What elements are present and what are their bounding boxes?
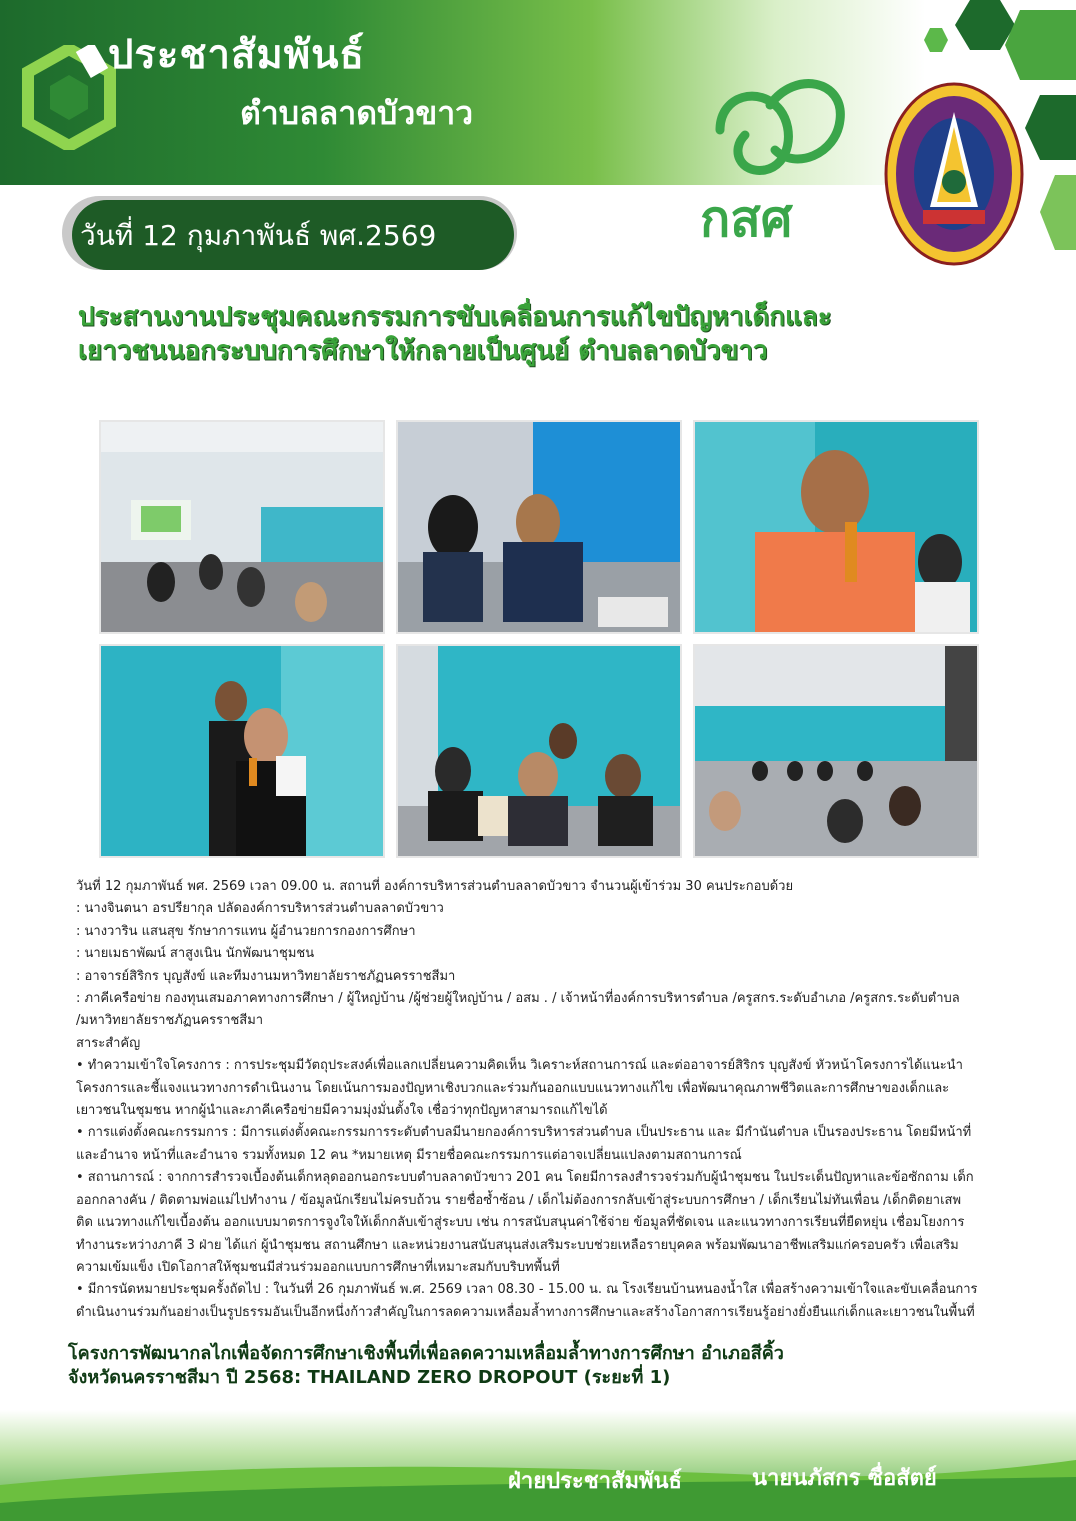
body-line: และอำนาจ หน้าที่และอำนาจ รวมทั้งหมด 12 คน *หมายเหตุ มีรายชื่อคณะกรรมการแต่อาจเปลี่ยนแปลงตามสถานการณ์ (76, 1147, 742, 1163)
body-line: • มีการนัดหมายประชุมครั้งถัดไป : ในวันที่ 26 กุมภาพันธ์ พ.ศ. 2569 เวลา 08.30 - 15.00 น. ณ โรงเรียนบ้านหนองน้ำใส เพื่อสร้างความเข้าใจและขับเคลื่อนการ (76, 1282, 978, 1298)
headline-line-2: เยาวชนนอกระบบการศึกษาให้กลายเป็นศูนย์ ตำบลลาดบัวขาว (78, 336, 768, 366)
body-line: โครงการและชี้แจงแนวทางการดำเนินงาน โดยเน้นการมองปัญหาเชิงบวกและร่วมกันออกแบบแนวทางแก้ไข เพื่อพัฒนาคุณภาพชีวิตและการศึกษาของเด็กและ (76, 1080, 950, 1096)
ksk-logo-text: กสศ (700, 190, 793, 248)
body-line: • การแต่งตั้งคณะกรรมการ : มีการแต่งตั้งคณะกรรมการระดับตำบลมีนายกองค์การบริหารส่วนตำบล เป็นประธาน และ มีกำนันตำบล เป็นรองประธาน โดยมีหน้าที่ (76, 1125, 972, 1141)
body-line: : นางจินตนา อรปรียากุล ปลัดองค์การบริหารส่วนตำบลลาดบัวขาว (76, 901, 444, 917)
article-body (76, 876, 1036, 1324)
body-line: ออกกลางคัน / ติดตามพ่อแม่ไปทำงาน / ข้อมูลนักเรียนไม่ครบถ้วน รายชื่อซ้ำซ้อน / เด็กไม่ต้องการกลับเข้าสู่ระบบการศึกษา / เด็กเรียนไม่ทันเพื่อน /เด็กติดยาเสพ (76, 1192, 962, 1208)
footer-department: ฝ่ายประชาสัมพันธ์ (508, 1469, 682, 1494)
project-title-line-1: โครงการพัฒนากลไกเพื่อจัดการศึกษาเชิงพื้นที่เพื่อลดความเหลื่อมล้ำทางการศึกษา อำเภอสีคิ้ว (68, 1343, 784, 1364)
headline-line-1: ประสานงานประชุมคณะกรรมการขับเคลื่อนการแก้ไขปัญหาเด็กและ (78, 302, 832, 332)
photo-woman-presenting (99, 644, 385, 858)
university-seal-icon (883, 82, 1025, 267)
page-subtitle: ตำบลลาดบัวขาว (240, 94, 474, 132)
body-line: : นางวาริน แสนสุข รักษาการแทน ผู้อำนวยการกองการศึกษา (76, 923, 416, 939)
body-section-heading: สาระสำคัญ (76, 1035, 141, 1051)
photo-meeting-room-wide (693, 644, 979, 858)
photo-officials-speaking (396, 420, 682, 634)
footer-author: นายนภัสกร ซื่อสัตย์ (752, 1466, 937, 1491)
date-text: วันที่ 12 กุมภาพันธ์ พศ.2569 (80, 219, 437, 252)
photo-committee-table (396, 644, 682, 858)
body-line: • สถานการณ์ : จากการสำรวจเบื้องต้นเด็กหลุดออกนอกระบบตำบลลาดบัวขาว 201 คน โดยมีการลงสำรวจร่วมกับผู้นำชุมชน ในประเด็นปัญหาและข้อซักถาม เด็ก (76, 1170, 974, 1186)
body-line: ทำงานระหว่างภาคี 3 ฝ่าย ได้แก่ ผู้นำชุมชน สถานศึกษา และหน่วยงานสนับสนุนส่งเสริมระบบช่วยเหลือรายบุคคล พร้อมพัฒนาอาชีพเสริมแก่ครอบครัว เพื่อเสริม (76, 1237, 959, 1253)
body-line: ติด แนวทางแก้ไขเบื้องต้น ออกแบบมาตรการจูงใจให้เด็กกลับเข้าสู่ระบบ เช่น การสนับสนุนค่าใช้จ่าย ข้อมูลที่ชัดเจน และแนวทางการเรียนที่ยืดหยุ่น เชื่อมโยงการ (76, 1215, 965, 1231)
body-line: เยาวชนในชุมชน หากผู้นำและภาคีเครือข่ายมีความมุ่งมั่นตั้งใจ เชื่อว่าทุกปัญหาสามารถแก้ไขได้ (76, 1103, 608, 1119)
project-title (68, 1342, 1028, 1390)
project-title-line-2: จังหวัดนครราชสีมา ปี 2568: THAILAND ZERO DROPOUT (ระยะที่ 1) (68, 1367, 671, 1388)
body-line: : อาจารย์สิริกร บุญสังข์ และทีมงานมหาวิทยาลัยราชภัฏนครราชสีมา (76, 968, 456, 984)
body-line: ดำเนินงานร่วมกันอย่างเป็นรูปธรรมอันเป็นอีกหนึ่งก้าวสำคัญในการลดความเหลื่อมล้ำทางการศึกษาและสร้างโอกาสการเรียนรู้อย่างยั่งยืนแก่เด็กและเยาวชนในพื้นที่ (76, 1304, 975, 1320)
body-line: : นายเมธาพัฒน์ สาสูงเนิน นักพัฒนาชุมชน (76, 946, 315, 962)
page-title: ประชาสัมพันธ์ (108, 32, 365, 78)
body-line: /มหาวิทยาลัยราชภัฏนครราชสีมา (76, 1013, 264, 1029)
body-line: : ภาคีเครือข่าย กองทุนเสมอภาคทางการศึกษา / ผู้ใหญ่บ้าน /ผู้ช่วยผู้ใหญ่บ้าน / อสม . / เจ้าหน้าที่องค์การบริหารตำบล /ครูสกร.ระดับอำเภอ /ครูสกร.ระดับตำบล (76, 991, 960, 1007)
body-line: • ทำความเข้าใจโครงการ : การประชุมมีวัตถุประสงค์เพื่อแลกเปลี่ยนความคิดเห็น วิเคราะห์สถานการณ์ และต่ออาจารย์สิริกร บุญสังข์ หัวหน้าโครงการได้แนะนำ (76, 1058, 963, 1074)
photo-villager-speaking (693, 420, 979, 634)
date-badge (72, 200, 514, 270)
photo-meeting-room-overview (99, 420, 385, 634)
body-line: วันที่ 12 กุมภาพันธ์ พศ. 2569 เวลา 09.00 น. สถานที่ องค์การบริหารส่วนตำบลลาดบัวขาว จำนวนผู้เข้าร่วม 30 คนประกอบด้วย (76, 879, 794, 894)
headline (78, 300, 1038, 368)
hexagon-logo-icon (22, 45, 117, 150)
body-line: ความเข้มแข็ง เปิดโอกาสให้ชุมชนมีส่วนร่วมออกแบบการศึกษาที่เหมาะสมกับบริบทพื้นที่ (76, 1259, 560, 1275)
